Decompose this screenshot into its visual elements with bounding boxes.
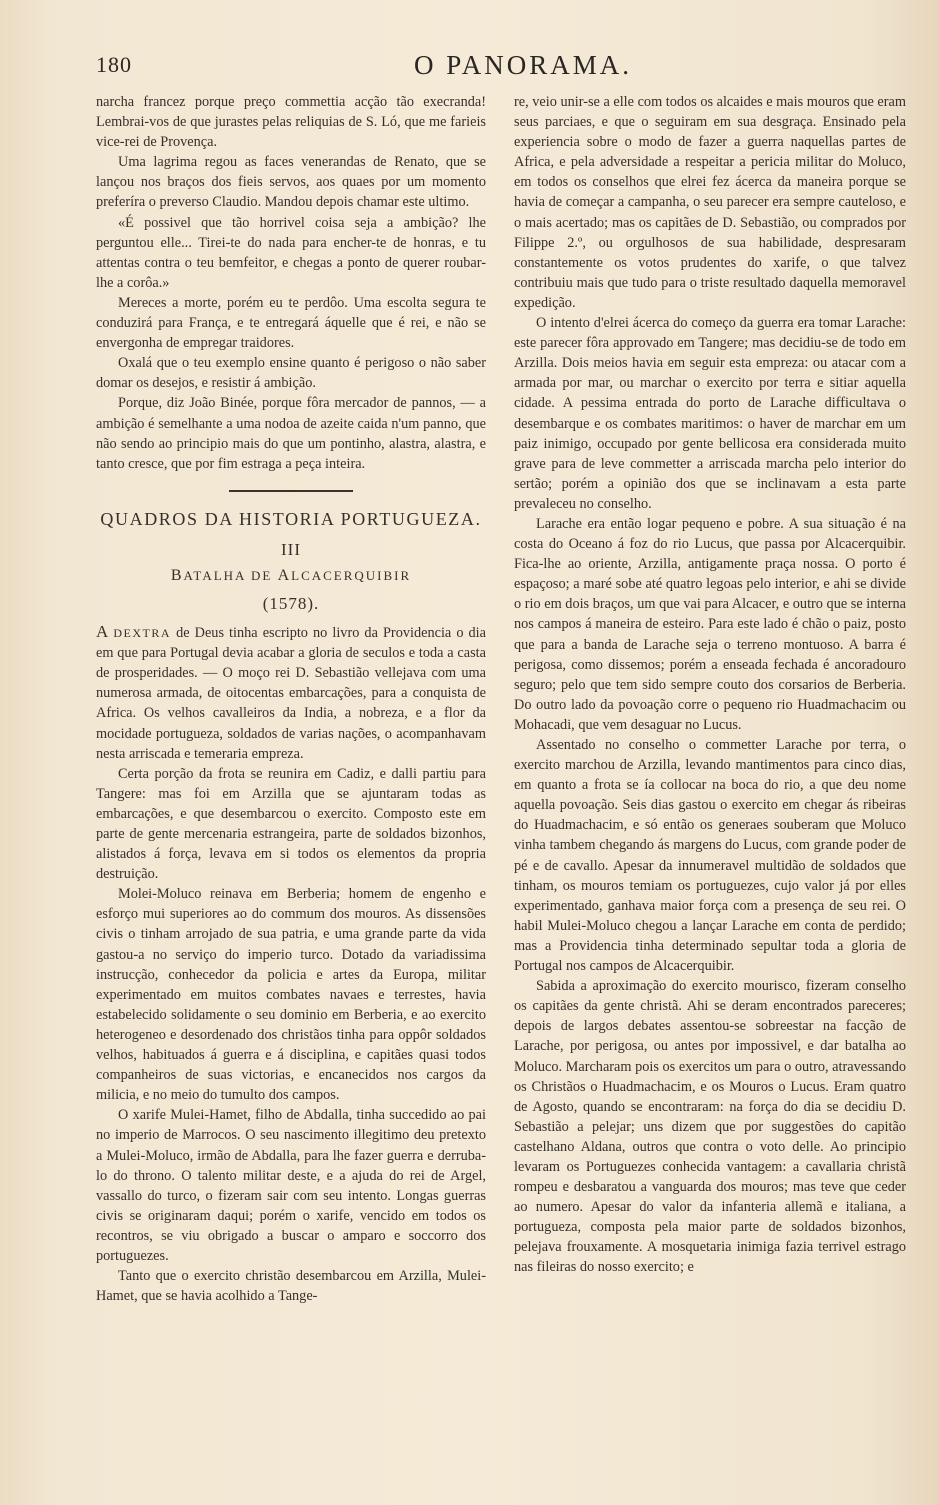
paragraph: O xarife Mulei-Hamet, filho de Abdalla, tinha succedido ao pai no imperio de Marrocos. O seu nascimento illegitimo deu pretexto a Mulei-Moluco, irmão de Abdalla, para lhe fazer guerra e derruba-lo do throno. O talento militar deste, e a ajuda do rei de Argel, vassallo do turco, o fizeram sair com seu intento. Longas guerras civis se originaram daqui; porém o xarife, vencido em todos os recontros, se viu obrigado a buscar o amparo e soccorro dos portuguezes. bbox=[96, 1107, 486, 1264]
section-divider bbox=[229, 490, 353, 492]
paragraph: O intento d'elrei ácerca do começo da guerra era tomar Larache: este parecer fôra approvado em Tangere; mas decidiu-se de todo em Arzilla. Dois meios havia em seguir esta empreza: ou atacar com a armada por mar, ou marchar o exercito por terra e sitiar aquella cidade. A pessima entrada do porto de Larache difficultava o desembarque e os combates maritimos: o haver de marchar em um paiz inimigo, occupado por gente bellicosa era considerada muito grave para de leve commetter a arriscada marcha pelo interior do sertão; porém a opinião dos que se inclinavam a esta parte prevaleceu no conselho. bbox=[514, 315, 906, 512]
page-number: 180 bbox=[96, 52, 132, 77]
paragraph: Tanto que o exercito christão desembarcou em Arzilla, Mulei-Hamet, que se havia acolhido a Tange- bbox=[96, 1268, 486, 1305]
paragraph: «É possivel que tão horrivel coisa seja a ambição? lhe perguntou elle... Tirei-te do nada para encher-te de honras, e tu attentas contra o teu bemfeitor, e chegas a ponto de querer roubar-lhe a corôa.» bbox=[96, 214, 486, 291]
section-subtitle: BATALHA DE ALCACERQUIBIR bbox=[170, 566, 412, 584]
section-title: QUADROS DA HISTORIA PORTUGUEZA. bbox=[100, 508, 482, 529]
opening-initial: A bbox=[96, 622, 109, 642]
paragraph: Oxalá que o teu exemplo ensine quanto é perigoso o não saber domar os desejos, e resistir á ambição. bbox=[96, 355, 486, 392]
section-year: (1578). bbox=[262, 593, 320, 613]
page-header bbox=[96, 48, 896, 84]
opening-word: DEXTRA bbox=[113, 626, 172, 641]
section-number: III bbox=[281, 539, 301, 559]
paragraph: Certa porção da frota se reunira em Cadiz, e dalli partiu para Tangere: mas foi em Arzilla que se ajuntaram todas as embarcações, e que desembarcou o exercito. Composto este em parte de gente mercenaria estrangeira, parte de soldados bizonhos, alistados á força, levava em si todos os elementos da propria destruição. bbox=[96, 765, 486, 883]
paragraph: narcha francez porque preço commettia acção tão execranda! Lembrai-vos de que jurastes pelas reliquias de S. Ló, que me farieis vice-rei de Provença. bbox=[96, 94, 486, 151]
running-title: O PANORAMA. bbox=[414, 50, 633, 80]
paragraph: Porque, diz João Binée, porque fôra mercador de pannos, — a ambição é semelhante a uma nodoa de azeite caida n'um panno, que não sendo ao principio mais do que um pontinho, alastra, alastra, e tanto cresce, que por fim estraga a peça inteira. bbox=[96, 395, 486, 472]
paragraph: re, veio unir-se a elle com todos os alcaides e mais mouros que eram seus parciaes, e que o seguiram em sua desgraça. Ensinado pela experiencia sobre o modo de fazer a guerra naquellas partes de Africa, e pela adversidade a respeitar a pericia militar do Moluco, em todos os conselhos que elrei fez ácerca da maneira porque se havia de começar a campanha, o seu parecer era sempre cauteloso, e o mais acertado; mas os capitães de D. Sebastião, ou comprados por Filippe 2.º, ou orgulhosos de sua habilidade, despresaram constantemente os votos prudentes do xarife, o que talvez contribuiu mais que tudo para o triste resultado daquella memoravel expedição. bbox=[514, 94, 906, 311]
opening-paragraph: A DEXTRA de Deus tinha escripto no livro da Providencia o dia em que para Portugal devia acabar a gloria de seculos e toda a casta de prosperidades. — O moço rei D. Sebastião vellejava com uma numerosa armada, de oitocentas embarcações, para a conquista de Africa. Os velhos cavalleiros da India, a nobreza, e a flor da mocidade portugueza, soldados de varias nações, o acompanhavam nesta arriscada e temeraria empreza. bbox=[96, 622, 486, 762]
right-column bbox=[514, 92, 906, 1278]
paragraph: Mereces a morte, porém eu te perdôo. Uma escolta segura te conduzirá para França, e te entregará áquelle que é rei, e não se envergonha de empregar traidores. bbox=[96, 294, 486, 352]
paragraph: Assentado no conselho o commetter Larache por terra, o exercito marchou de Arzilla, levando mantimentos para cinco dias, em quanto a frota se ía collocar na boca do rio, a que deu nome aquella povoação. Seis dias gastou o exercito em chegar ás ribeiras do Huadmachacim, e só então os generaes souberam que Moluco vinha tambem chegando ás margens do Lucus, com grande poder de pé e de cavallo. Apesar da innumeravel multidão de soldados que tinham, os mouros temiam os portuguezes, cujo valor já por elles experimentado, ganhava maior força com a presença de seu rei. O habil Mulei-Moluco chegou a lançar Larache em conta de perdido; mas a Providencia tinha determinado sepultar toda a gloria de Portugal nos campos de Alcacerquibir. bbox=[514, 737, 906, 975]
paragraph: Sabida a aproximação do exercito mourisco, fizeram conselho os capitães da gente christã. Ahi se deram encontrados pareceres; depois de largos debates assentou-se sobreestar na facção de Larache, por perigosa, ou antes por impossivel, e dar batalha ao Moluco. Marcharam pois os exercitos um para o outro, atravessando os Christãos o Huadmachacim, e os Mouros o Lucus. Eram quatro de Agosto, quando se encontraram: na força do dia se decidiu D. Sebastião a pelejar; uns dizem que por suggestões do capitão castelhano Aldana, outros que contra o voto delle. Ao principio levaram os Portuguezes conhecida vantagem: a cavallaria christã rompeu e desbaratou a vanguarda dos mouros; mas teve que ceder ao numero. Apesar do valor da infanteria allemã e italiana, a portugueza, composta pela maior parte de soldados bizonhos, pelejava frouxamente. A mosquetaria inimiga fazia terrivel estrago nas fileiras do nosso exercito; e bbox=[514, 978, 906, 1276]
paragraph: Larache era então logar pequeno e pobre. A sua situação é na costa do Oceano á foz do rio Lucus, que passa por Alcacerquibir. Fica-lhe ao oriente, Arzilla, antigamente praça nossa. O porto é espaçoso; a maré sobe até quatro legoas pelo interior, e ahi se divide o rio em dois braços, um que vai para Alcacer, e outro que se interna nos campos á maneira de esteiro. Para este lado é chão o paiz, posto que para a banda de Larache seja o terreno montuoso. A barra é perigosa, como dissemos; porém a enseada fechada é ancoradouro seguro; pelo que tem sido sempre couto dos corsarios de Berberia. Do outro lado da povoação corre o pequeno rio Huadmachacim ou Mohacadi, que vem desaguar no Lucus. bbox=[514, 515, 906, 733]
left-column bbox=[96, 92, 486, 1306]
paragraph: Molei-Moluco reinava em Berberia; homem de engenho e esforço mui superiores ao do commum dos mouros. As dissensões civis o tinham arrojado de sua patria, e uma grande parte da vida gastou-a no serviço do imperio turco. Dotado da variadissima instrucção, conhecedor da policia e artes da Europa, militar experimentado em muitos combates navaes e terrestes, havia estabelecido solidamente o seu dominio em Berberia, e ao exercito heterogeneo e desordenado dos christãos tinha para oppôr soldados velhos, habituados á guerra e á disciplina, e capitães quasi todos companheiros de suas victorias, e encanecidos nos cargos da milicia, e no meio do tumulto dos campos. bbox=[96, 886, 486, 1104]
paragraph: Uma lagrima regou as faces venerandas de Renato, que se lançou nos braços dos fieis servos, aos quaes por um momento preferíra o preverso Claudio. Mandou depois chamar este ultimo. bbox=[96, 154, 486, 211]
